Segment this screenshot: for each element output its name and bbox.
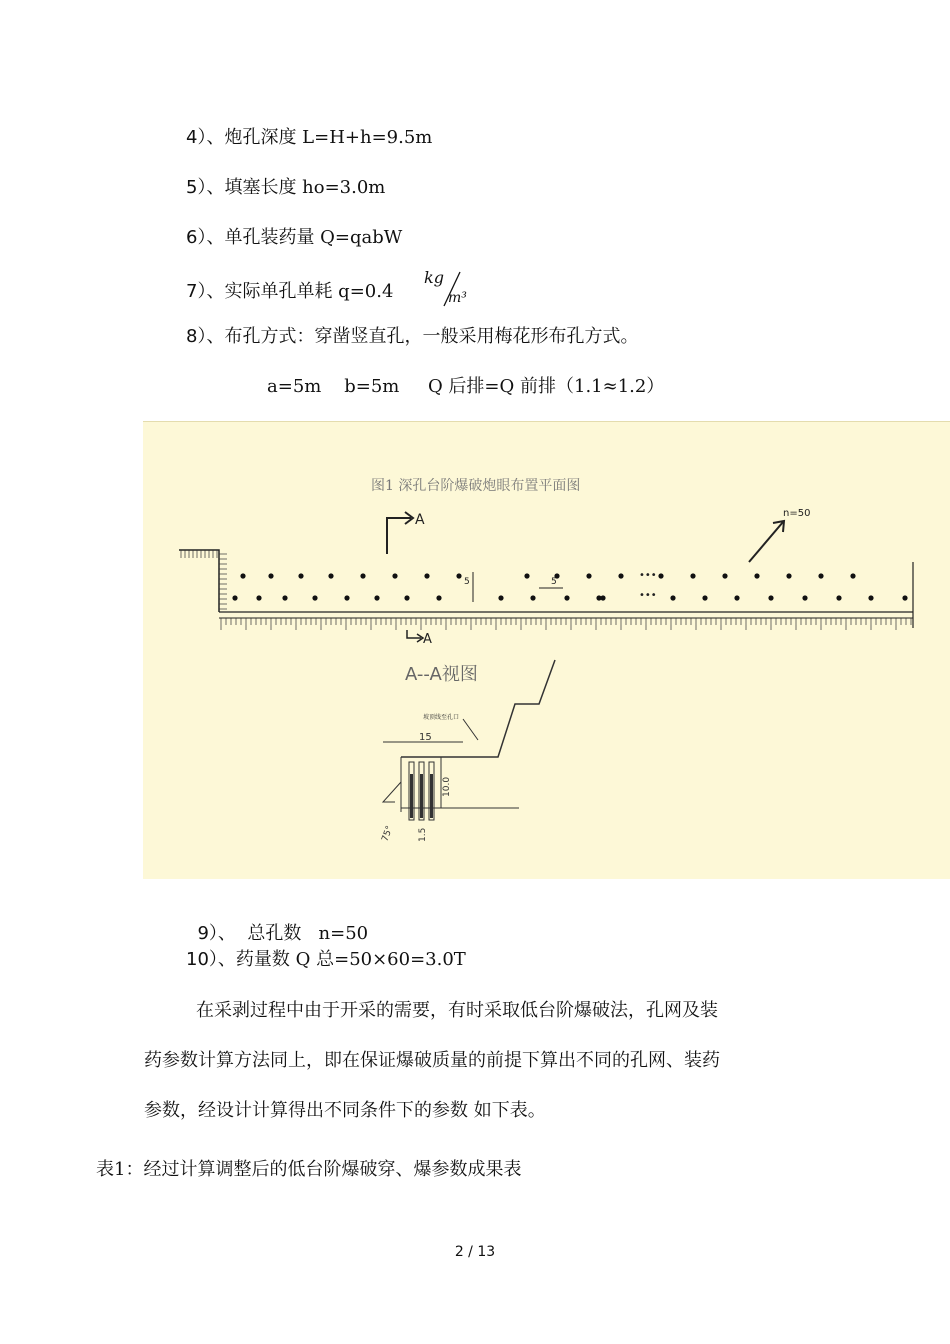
item-5-text: 、填塞长度 ho=3.0m (206, 177, 386, 198)
slope-line (383, 782, 401, 802)
angle-label: 75° (380, 824, 396, 844)
item-6-number: 6） (186, 227, 207, 248)
item-4-number: 4） (186, 127, 207, 148)
section-marker-bottom (407, 630, 421, 638)
horizontal-spacing-label: 5 (551, 577, 557, 587)
unit-numerator: kg (424, 268, 444, 287)
blast-hole (268, 573, 273, 578)
item-7-text: 、实际单孔单耗 q=0.4 (206, 281, 394, 302)
blast-hole (658, 573, 663, 578)
bench-leader (463, 719, 478, 740)
bench-label: 坡顶线至孔口 (423, 714, 460, 721)
paragraph-line-2: 药参数计算方法同上，即在保证爆破质量的前提下算出不同的孔网、装药 (144, 1050, 720, 1071)
item-9-number: 9） (197, 923, 218, 944)
blast-hole (456, 573, 461, 578)
figure-drawing (143, 422, 950, 879)
item-7 (186, 280, 393, 304)
page-number: 2 / 13 (454, 1244, 496, 1260)
item-10-number: 10） (186, 949, 218, 970)
paragraph-line-3: 参数，经设计计算得出不同条件下的参数 如下表。 (144, 1100, 546, 1121)
left-boundary (179, 550, 219, 612)
item-5 (186, 176, 385, 200)
blast-hole (344, 595, 349, 600)
item-7-number: 7） (186, 281, 207, 302)
blast-hole (850, 573, 855, 578)
blast-hole (802, 595, 807, 600)
dim-100-label: 10.0 (442, 776, 452, 797)
blast-hole (902, 595, 907, 600)
section-label-top: A (415, 512, 425, 528)
blast-hole (524, 573, 529, 578)
count-arrow (749, 522, 783, 562)
dots-ellipsis-bottom: ••• (639, 590, 657, 601)
dim-15b-label: 1.5 (418, 827, 428, 842)
item-10 (186, 948, 466, 972)
blast-hole (232, 595, 237, 600)
blast-hole (404, 595, 409, 600)
blast-hole (734, 595, 739, 600)
blast-hole (564, 595, 569, 600)
blast-hole (690, 573, 695, 578)
blast-hole (256, 595, 261, 600)
blast-hole (722, 573, 727, 578)
blast-hole (618, 573, 623, 578)
item-8-text: 、布孔方式：穿凿竖直孔，一般采用梅花形布孔方式。 (206, 326, 639, 347)
blast-hole-layout-figure (143, 421, 950, 879)
blast-hole (586, 573, 591, 578)
blast-hole (240, 573, 245, 578)
figure-title: 图1 深孔台阶爆破炮眼布置平面图 (371, 478, 581, 494)
item-9 (186, 898, 368, 946)
item-6 (186, 226, 402, 250)
blast-hole (392, 573, 397, 578)
blast-hole (836, 595, 841, 600)
blast-hole (312, 595, 317, 600)
blast-hole (424, 573, 429, 578)
blast-hole (298, 573, 303, 578)
blast-hole (702, 595, 707, 600)
item-6-text: 、单孔装药量 Q=qabW (206, 227, 403, 248)
section-view-title: A--A视图 (405, 664, 478, 685)
item-9-text: 、 总孔数 n=50 (217, 923, 369, 944)
item-4-text: 、炮孔深度 L=H+h=9.5m (206, 127, 433, 148)
item-5-number: 5） (186, 177, 207, 198)
item-8-number: 8） (186, 326, 207, 347)
ruler-ticks (221, 618, 911, 630)
section-label-bottom: A (423, 632, 432, 647)
item-4 (186, 126, 432, 150)
item-10-text: 、药量数 Q 总=50×60=3.0T (217, 949, 466, 970)
blast-hole (436, 595, 441, 600)
blast-hole (282, 595, 287, 600)
charge-column (420, 774, 423, 818)
charge-column (430, 774, 433, 818)
blast-hole (868, 595, 873, 600)
blast-hole (360, 573, 365, 578)
count-label: n=50 (783, 508, 811, 519)
vertical-spacing-label: 5 (464, 577, 470, 587)
params-line: a=5m b=5m Q 后排=Q 前排（1.1≈1.2） (267, 376, 665, 397)
blast-hole (818, 573, 823, 578)
left-hatch (181, 550, 227, 609)
dim-15-label: 15 (419, 732, 432, 743)
charge-column (410, 774, 413, 818)
blast-holes (232, 573, 907, 600)
blast-hole (530, 595, 535, 600)
blast-hole (374, 595, 379, 600)
paragraph-line-1: 在采剥过程中由于开采的需要，有时采取低台阶爆破法，孔网及装 (196, 1000, 718, 1021)
blast-hole (600, 595, 605, 600)
blast-hole (670, 595, 675, 600)
blast-hole (498, 595, 503, 600)
unit-denominator: m³ (448, 290, 467, 306)
section-holes (409, 762, 434, 820)
blast-hole (328, 573, 333, 578)
blast-hole (768, 595, 773, 600)
blast-hole (786, 573, 791, 578)
blast-hole (754, 573, 759, 578)
dots-ellipsis-top: ••• (639, 570, 657, 581)
table-caption: 表1：经过计算调整后的低台阶爆破穿、爆参数成果表 (96, 1159, 522, 1180)
item-8 (186, 325, 638, 349)
